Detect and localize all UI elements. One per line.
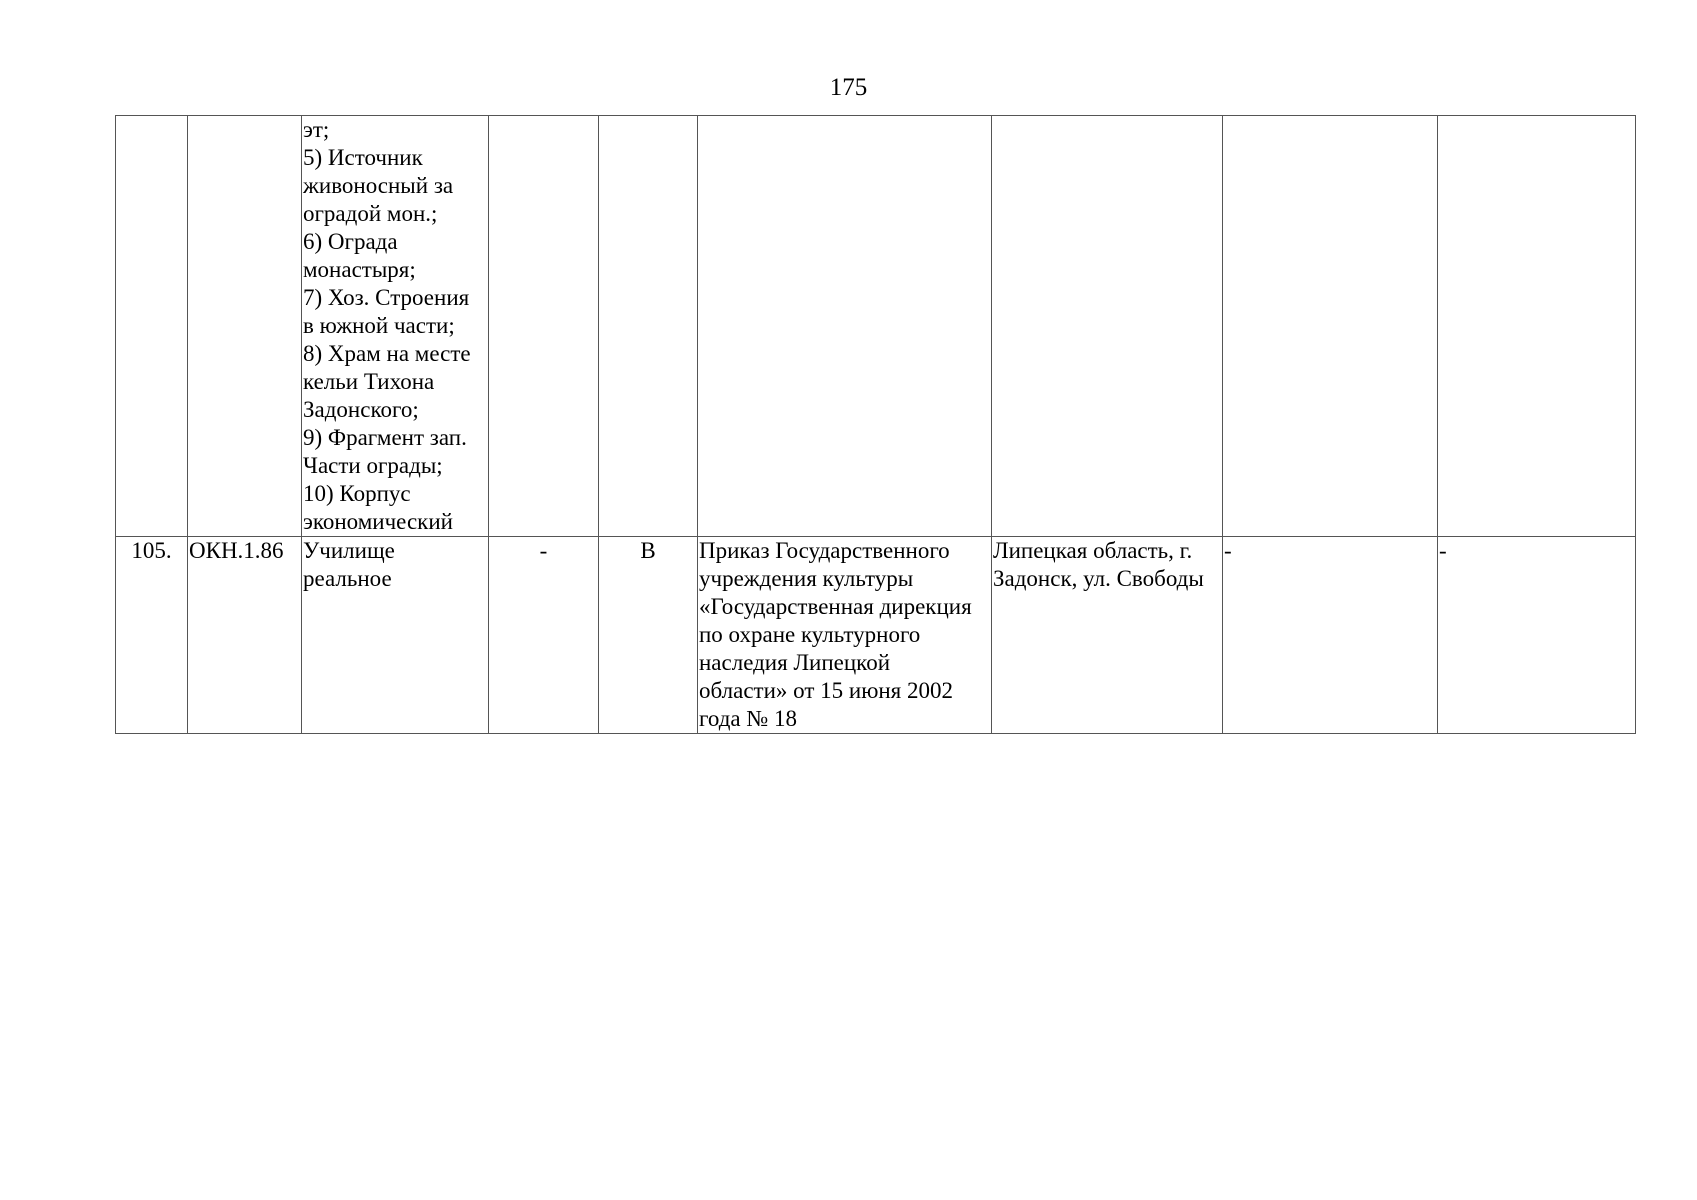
name-line: реальное: [303, 566, 392, 591]
name-line: оградой мон.;: [303, 201, 438, 226]
cell-number: 105.: [116, 537, 188, 734]
name-line: 5) Источник: [303, 145, 423, 170]
name-line: в южной части;: [303, 313, 455, 338]
document-line: Приказ Государственного: [699, 538, 950, 563]
cell-number: [116, 116, 188, 537]
cell-document: [698, 116, 992, 537]
address-line: Липецкая область, г.: [993, 538, 1193, 563]
document-line: года № 18: [699, 706, 798, 731]
name-line: Части ограды;: [303, 453, 443, 478]
name-line: эт;: [303, 117, 330, 142]
heritage-registry-table: [115, 115, 1636, 734]
document-line: области» от 15 июня 2002: [699, 678, 954, 703]
name-line: 7) Хоз. Строения: [303, 285, 470, 310]
name-line: 8) Храм на месте: [303, 341, 471, 366]
cell-object-name-continued: [302, 116, 489, 537]
table-row: [116, 537, 1636, 734]
name-line: 9) Фрагмент зап.: [303, 425, 467, 450]
name-line: живоносный за: [303, 173, 454, 198]
cell-address: [992, 537, 1223, 734]
document-line: наследия Липецкой: [699, 650, 890, 675]
cell-code: ОКН.1.86: [188, 537, 302, 734]
page-number: 175: [829, 74, 868, 101]
name-line: 10) Корпус: [303, 481, 411, 506]
cell-col9: -: [1438, 537, 1636, 734]
cell-address: [992, 116, 1223, 537]
cell-col4: [489, 116, 599, 537]
cell-col4: -: [489, 537, 599, 734]
document-line: «Государственная дирекция: [699, 594, 972, 619]
name-line: кельи Тихона: [303, 369, 435, 394]
name-line: Училище: [303, 538, 395, 563]
name-line: Задонского;: [303, 397, 419, 422]
name-line: монастыря;: [303, 257, 416, 282]
cell-code: [188, 116, 302, 537]
document-line: учреждения культуры: [699, 566, 914, 591]
cell-category: [599, 116, 698, 537]
document-line: по охране культурного: [699, 622, 921, 647]
cell-category: В: [599, 537, 698, 734]
cell-object-name: [302, 537, 489, 734]
name-line: 6) Ограда: [303, 229, 398, 254]
cell-col8: [1223, 116, 1438, 537]
cell-col9: [1438, 116, 1636, 537]
cell-col8: -: [1223, 537, 1438, 734]
cell-document: [698, 537, 992, 734]
table-row-continued: [116, 116, 1636, 537]
address-line: Задонск, ул. Свободы: [993, 566, 1204, 591]
name-line: экономический: [303, 509, 453, 534]
